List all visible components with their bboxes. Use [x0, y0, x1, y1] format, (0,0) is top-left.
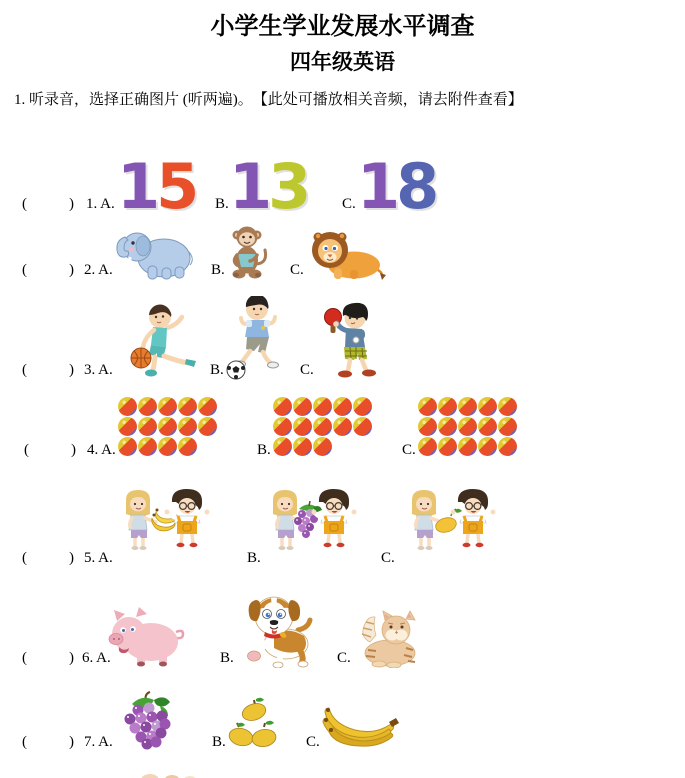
- bubble-digit: 1: [357, 150, 397, 223]
- option-c-label: C.: [342, 196, 356, 212]
- beach-ball-icon: [438, 397, 457, 416]
- beach-ball-icon: [418, 397, 437, 416]
- question-7-label: 7. A.: [84, 734, 113, 750]
- bubble-digit: 5: [156, 150, 196, 223]
- question-row-6: [0, 588, 685, 668]
- beach-ball-icon: [178, 417, 197, 436]
- question-row-3: [0, 296, 685, 380]
- bananas-icon: [321, 704, 401, 752]
- paren-open: (: [22, 362, 27, 378]
- option-c-label: C.: [337, 650, 351, 666]
- beach-ball-icon: [353, 417, 372, 436]
- ball-grid-c: [418, 397, 518, 457]
- paren-open: (: [22, 650, 27, 666]
- option-b-label: B.: [247, 550, 261, 566]
- paren-close: ): [69, 550, 74, 566]
- beach-ball-icon: [198, 397, 217, 416]
- lion-icon: [306, 228, 386, 280]
- beach-ball-icon: [138, 417, 157, 436]
- page-subtitle: 四年级英语: [290, 50, 395, 74]
- beach-ball-icon: [498, 397, 517, 416]
- beach-ball-icon: [438, 437, 457, 456]
- question-3-label: 3. A.: [84, 362, 113, 378]
- beach-ball-icon: [118, 417, 137, 436]
- monkey-icon: [225, 225, 269, 280]
- paren-open: (: [22, 196, 27, 212]
- beach-ball-icon: [273, 437, 292, 456]
- beach-ball-icon: [478, 437, 497, 456]
- beach-ball-icon: [333, 417, 352, 436]
- option-b-label: B.: [211, 262, 225, 278]
- beach-ball-icon: [178, 437, 197, 456]
- bubble-digit: 8: [396, 150, 436, 223]
- beach-ball-icon: [313, 417, 332, 436]
- question-1-label: 1. A.: [86, 196, 115, 212]
- elephant-icon: [112, 228, 194, 280]
- beach-ball-icon: [118, 397, 137, 416]
- option-b-label: B.: [210, 362, 224, 378]
- beach-ball-icon: [293, 437, 312, 456]
- answer-blank-3[interactable]: [22, 362, 74, 379]
- option-b-label: B.: [220, 650, 234, 666]
- paren-close: ): [69, 734, 74, 750]
- beach-ball-icon: [418, 417, 437, 436]
- option-c-label: C.: [381, 550, 395, 566]
- question-row-2: [0, 226, 685, 280]
- section-instruction: 1. 听录音，选择正确图片 (听两遍)。 【此处可播放相关音频，请去附件查看】: [14, 92, 523, 108]
- boy-basketball-icon: [114, 302, 198, 380]
- question-2-label: 2. A.: [84, 262, 113, 278]
- option-c-label: C.: [300, 362, 314, 378]
- boy-table-tennis-icon: [312, 300, 388, 380]
- beach-ball-icon: [498, 417, 517, 436]
- beach-ball-icon: [353, 397, 372, 416]
- bubble-digit: 3: [268, 150, 308, 223]
- paren-close: ): [69, 196, 74, 212]
- beach-ball-icon: [458, 437, 477, 456]
- option-b-label: B.: [257, 442, 271, 458]
- beach-ball-icon: [158, 437, 177, 456]
- partial-next-image: [138, 769, 198, 778]
- paren-close: ): [69, 362, 74, 378]
- question-5-label: 5. A.: [84, 550, 113, 566]
- boy-football-icon: [219, 296, 289, 380]
- beach-ball-icon: [458, 397, 477, 416]
- option-b-label: B.: [212, 734, 226, 750]
- dog-icon: [234, 590, 316, 668]
- option-b-label: B.: [215, 196, 229, 212]
- paren-open: (: [24, 442, 29, 458]
- paren-close: ): [71, 442, 76, 458]
- bubble-number-15-icon: [117, 150, 196, 223]
- paren-open: (: [22, 550, 27, 566]
- bubble-number-13-icon: [229, 150, 308, 223]
- beach-ball-icon: [313, 397, 332, 416]
- answer-blank-4[interactable]: [24, 442, 76, 459]
- beach-ball-icon: [138, 437, 157, 456]
- mangoes-icon: [227, 695, 279, 752]
- bubble-number-18-icon: [357, 150, 436, 223]
- beach-ball-icon: [293, 397, 312, 416]
- question-row-7: [0, 690, 685, 752]
- beach-ball-icon: [478, 417, 497, 436]
- cat-icon: [354, 608, 420, 668]
- paren-close: ): [69, 262, 74, 278]
- beach-ball-icon: [158, 397, 177, 416]
- girl-boy-bananas-icon: [116, 488, 216, 568]
- beach-ball-icon: [198, 417, 217, 436]
- beach-ball-icon: [333, 397, 352, 416]
- paren-open: (: [22, 734, 27, 750]
- girl-boy-grapes-icon: [263, 488, 363, 568]
- page-title: 小学生学业发展水平调查: [210, 14, 475, 40]
- ball-grid-a: [118, 397, 218, 457]
- answer-blank-5[interactable]: [22, 550, 74, 567]
- question-6-label: 6. A.: [82, 650, 111, 666]
- bubble-digit: 1: [117, 150, 157, 223]
- beach-ball-icon: [158, 417, 177, 436]
- question-row-4: [0, 396, 685, 460]
- beach-ball-icon: [458, 417, 477, 436]
- beach-ball-icon: [313, 437, 332, 456]
- paren-close: ): [69, 650, 74, 666]
- question-4-label: 4. A.: [87, 442, 116, 458]
- answer-blank-6[interactable]: [22, 650, 74, 667]
- ball-grid-b: [273, 397, 373, 457]
- answer-blank-2[interactable]: [22, 262, 74, 279]
- answer-blank-7[interactable]: [22, 734, 74, 751]
- beach-ball-icon: [418, 437, 437, 456]
- beach-ball-icon: [438, 417, 457, 436]
- beach-ball-icon: [178, 397, 197, 416]
- question-row-5: [0, 486, 685, 568]
- question-row-1: [0, 140, 685, 223]
- beach-ball-icon: [293, 417, 312, 436]
- beach-ball-icon: [118, 437, 137, 456]
- answer-blank-1[interactable]: [22, 196, 74, 213]
- beach-ball-icon: [273, 397, 292, 416]
- beach-ball-icon: [478, 397, 497, 416]
- pig-icon: [103, 604, 191, 668]
- option-c-label: C.: [306, 734, 320, 750]
- bubble-digit: 1: [229, 150, 269, 223]
- beach-ball-icon: [273, 417, 292, 436]
- paren-open: (: [22, 262, 27, 278]
- girl-boy-mango-icon: [402, 488, 502, 568]
- beach-ball-icon: [138, 397, 157, 416]
- option-c-label: C.: [402, 442, 416, 458]
- grapes-icon: [116, 690, 180, 752]
- option-c-label: C.: [290, 262, 304, 278]
- beach-ball-icon: [498, 437, 517, 456]
